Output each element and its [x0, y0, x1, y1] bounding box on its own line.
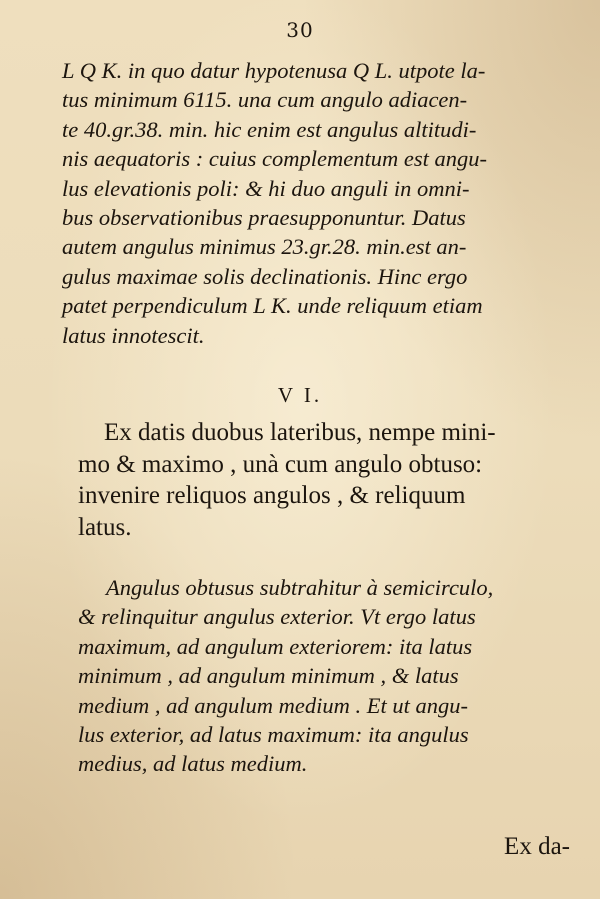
text-line: maximum, ad angulum exteriorem: ita latus — [78, 633, 473, 659]
text-line: gulus maximae solis declinationis. Hinc ergo — [62, 263, 468, 289]
proposition-statement — [78, 417, 578, 543]
text-line: bus observationibus praesupponuntur. Datus — [62, 204, 466, 230]
catchword: Ex da- — [504, 833, 570, 860]
text-line: medius, ad latus medium. — [78, 751, 308, 777]
text-line: lus exterior, ad latus maximum: ita angulus — [78, 721, 469, 747]
page-number: 30 — [286, 18, 314, 42]
text-line: medium , ad angulum medium . Et ut angu- — [78, 692, 468, 718]
text-line: L Q K. in quo datur hypotenusa Q L. utpote la- — [62, 58, 486, 83]
text-line: minimum , ad angulum minimum , & latus — [78, 663, 459, 689]
text-line: autem angulus minimus 23.gr.28. min.est an- — [62, 234, 467, 260]
text-line: & relinquitur angulus exterior. Vt ergo latus — [78, 604, 476, 630]
text-line: nis aequatoris : cuius complementum est angu- — [62, 146, 487, 172]
continued-paragraph — [62, 56, 572, 350]
solution-paragraph — [78, 573, 588, 779]
text-line: mo & maximo , unà cum angulo obtuso: — [78, 450, 483, 478]
text-line: latus innotescit. — [62, 322, 205, 348]
section-heading: V I. — [277, 383, 323, 407]
text-line: invenire reliquos angulos , & reliquum — [78, 482, 466, 509]
text-line: te 40.gr.38. min. hic enim est angulus altitudi- — [62, 116, 477, 142]
text-line: patet perpendiculum L K. unde reliquum etiam — [62, 293, 483, 319]
text-line: lus elevationis poli: & hi duo anguli in omni- — [62, 175, 470, 201]
text-line: Ex datis duobus lateribus, nempe mini- — [104, 419, 496, 446]
text-line: latus. — [78, 513, 132, 541]
text-line: Angulus obtusus subtrahitur à semicirculo, — [106, 575, 494, 600]
text-line: tus minimum 6115. una cum angulo adiacen- — [62, 87, 468, 113]
